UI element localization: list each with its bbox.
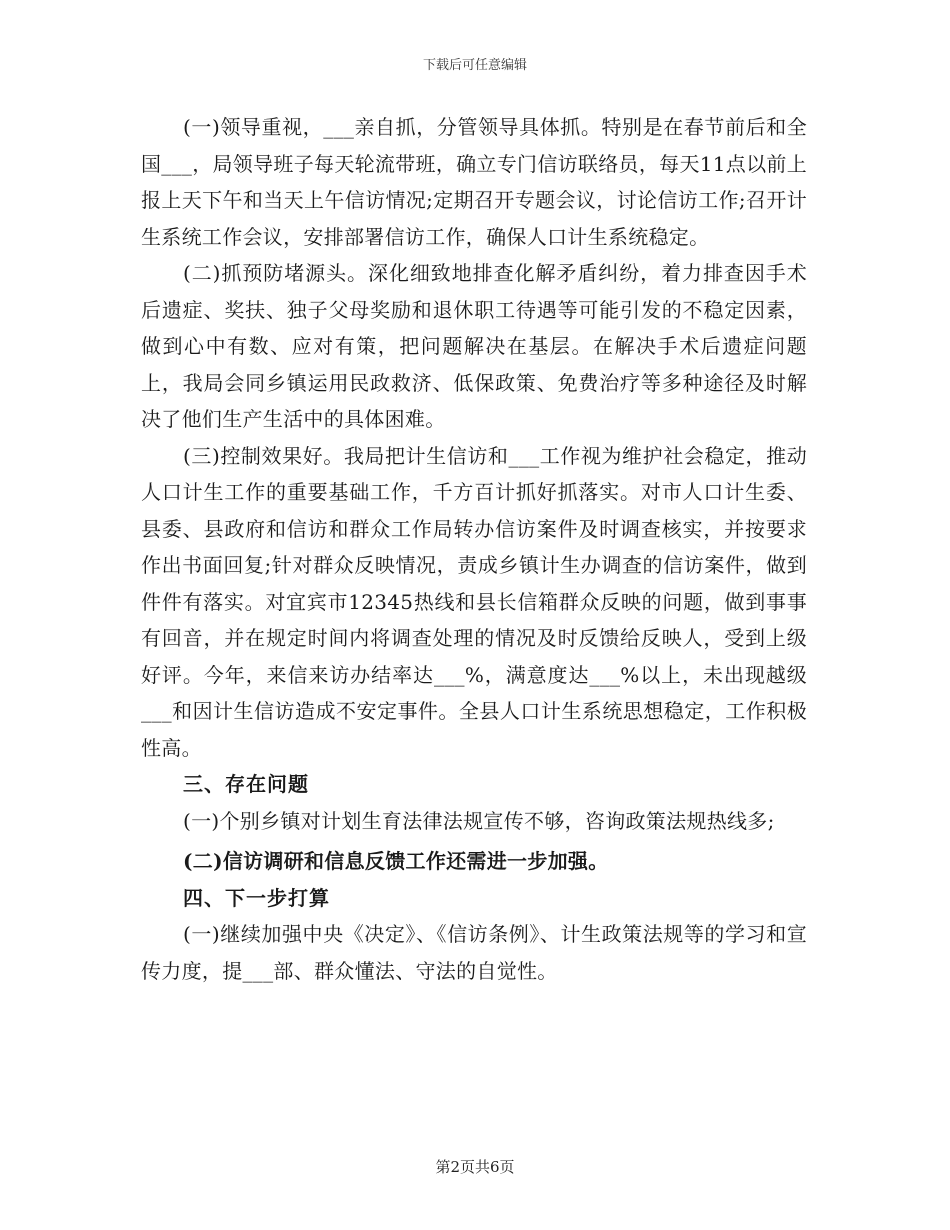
paragraph-control-effect: (三)控制效果好。我局把计生信访和___工作视为维护社会稳定，推动人口计生工作的重要基础工作，千方百计抓好抓落实。对市人口计生委、县委、县政府和信访和群众工作局转办信访案件及时调查核实，并按要求作出书面回复;针对群众反映情况，责成乡镇计生办调查的信访案件，做到件件有落实。对宜宾市12345热线和县长信箱群众反映的问题，做到事事有回音，并在规定时间内将调查处理的情况及时反馈给反映人，受到上级好评。今年，来信来访办结率达___%，满意度达___%以上，未出现越级___和因计生信访造成不安定事件。全县人口计生系统思想稳定，工作积极性高。 — [141, 443, 807, 760]
page-footer: 第2页共6页 — [435, 1158, 515, 1176]
document-body — [141, 109, 807, 989]
paragraph-next-step-1: (一)继续加强中央《决定》、《信访条例》、计生政策法规等的学习和宣传力度，提___部、群众懂法、守法的自觉性。 — [141, 922, 807, 983]
paragraph-prevention: (二)抓预防堵源头。深化细致地排查化解矛盾纠纷，着力排查因手术后遗症、奖扶、独子父母奖励和退休职工待遇等可能引发的不稳定因素，做到心中有数、应对有策，把问题解决在基层。在解决手术后遗症问题上，我局会同乡镇运用民政救济、低保政策、免费治疗等多种途径及时解决了他们生产生活中的具体困难。 — [141, 261, 807, 431]
paragraph-problem-2: (二)信访调研和信息反馈工作还需进一步加强。 — [183, 849, 609, 873]
paragraph-problem-1: (一)个别乡镇对计划生育法律法规宣传不够，咨询政策法规热线多; — [183, 808, 775, 833]
paragraph-leadership: (一)领导重视，___亲自抓，分管领导具体抓。特别是在春节前后和全国___，局领导班子每天轮流带班，确立专门信访联络员，每天11点以前上报上天下午和当天上午信访情况;定期召开专题会议，讨论信访工作;召开计生系统工作会议，安排部署信访工作，确保人口计生系统稳定。 — [141, 115, 807, 249]
section-heading-next-steps: 四、下一步打算 — [183, 885, 330, 910]
page-header: 下载后可任意编辑 — [422, 58, 527, 73]
section-heading-problems: 三、存在问题 — [183, 772, 309, 796]
